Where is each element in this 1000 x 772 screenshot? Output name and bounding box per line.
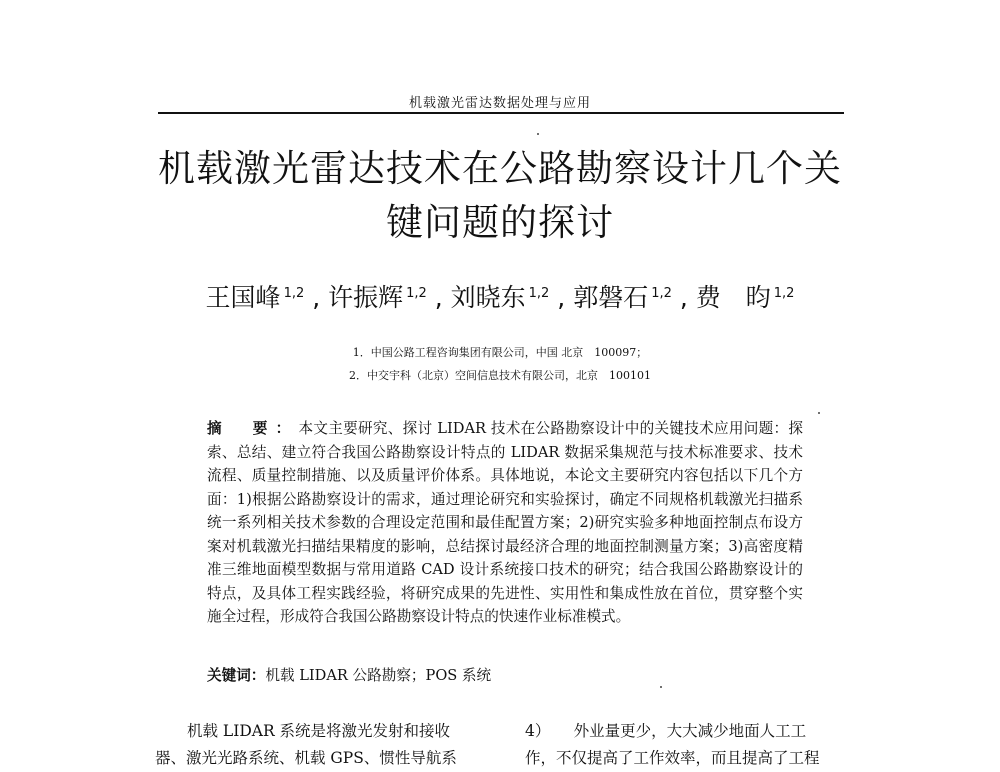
abstract <box>207 417 803 629</box>
author-separator: , <box>304 283 329 312</box>
abstract-text: 本文主要研究、探讨 LIDAR 技术在公路勘察设计中的关键技术应用问题：探索、总结、建立符合我国公路勘察设计特点的 LIDAR 数据采集规范与技术标准要求、技术流程、质量控制措施、以及质量评价体系。具体地说，本论文主要研究内容包括以下几个方面：1)根据公路勘察设计的需求，通过理论研究和实验探讨，确定不同规格机载激光扫描系统一系列相关技术参数的合理设定范围和最佳配置方案；2)研究实验多种地面控制点布设方案对机载激光扫描结果精度的影响，总结探讨最经济合理的地面控制测量方案；3)高密度精准三维地面模型数据与常用道路 CAD 设计系统接口技术的研究；结合我国公路勘察设计的特点，及具体工程实践经验，将研究成果的先进性、实用性和集成性放在首位，贯穿整个实施全过程，形成符合我国公路勘察设计特点的快速作业标准模式。 <box>207 420 803 625</box>
author-affiliation-mark: 1,2 <box>406 286 427 301</box>
body-line: 器、激光光路系统、机载 GPS、惯性导航系 <box>155 749 457 767</box>
scan-speck <box>660 686 662 688</box>
keywords <box>207 664 803 687</box>
abstract-label: 摘 要： <box>207 420 299 437</box>
header-rule <box>158 112 844 114</box>
author-name: 许振辉 <box>328 283 404 312</box>
author-separator: , <box>426 283 451 312</box>
scan-speck <box>818 412 820 414</box>
title-line-1: 机载激光雷达技术在公路勘察设计几个关 <box>158 147 842 190</box>
body-line: 4） 外业量更少，大大减少地面人工工 <box>525 722 807 740</box>
running-header: 机载激光雷达数据处理与应用 <box>408 96 591 111</box>
author-affiliation-mark: 1,2 <box>283 286 305 301</box>
affiliation-2: 2．中交宇科（北京）空间信息技术有限公司，北京 100101 <box>349 369 651 382</box>
author-name: 费 昀 <box>695 283 771 312</box>
body-column-right <box>525 718 845 772</box>
scan-speck <box>537 133 539 135</box>
author-name: 郭磐石 <box>573 283 649 312</box>
body-column-left <box>155 718 495 772</box>
paper-title <box>150 142 850 250</box>
body-line: 机载 LIDAR 系统是将激光发射和接收 <box>187 722 451 740</box>
author-list <box>0 278 1000 314</box>
title-line-2: 键问题的探讨 <box>386 201 614 244</box>
affiliation-list <box>0 341 1000 387</box>
keywords-label: 关键词： <box>207 667 266 684</box>
author-separator: , <box>671 283 696 312</box>
author-affiliation-mark: 1,2 <box>651 286 672 301</box>
author-affiliation-mark: 1,2 <box>773 286 795 301</box>
affiliation-1: 1．中国公路工程咨询集团有限公司，中国 北京 100097； <box>352 346 648 359</box>
author-affiliation-mark: 1,2 <box>528 286 550 301</box>
author-separator: , <box>549 283 574 312</box>
author-name: 刘晓东 <box>450 283 526 312</box>
body-line: 作，不仅提高了工作效率，而且提高了工程 <box>525 749 820 767</box>
author-name: 王国峰 <box>205 283 281 312</box>
keywords-text: 机载 LIDAR 公路勘察；POS 系统 <box>265 667 492 684</box>
